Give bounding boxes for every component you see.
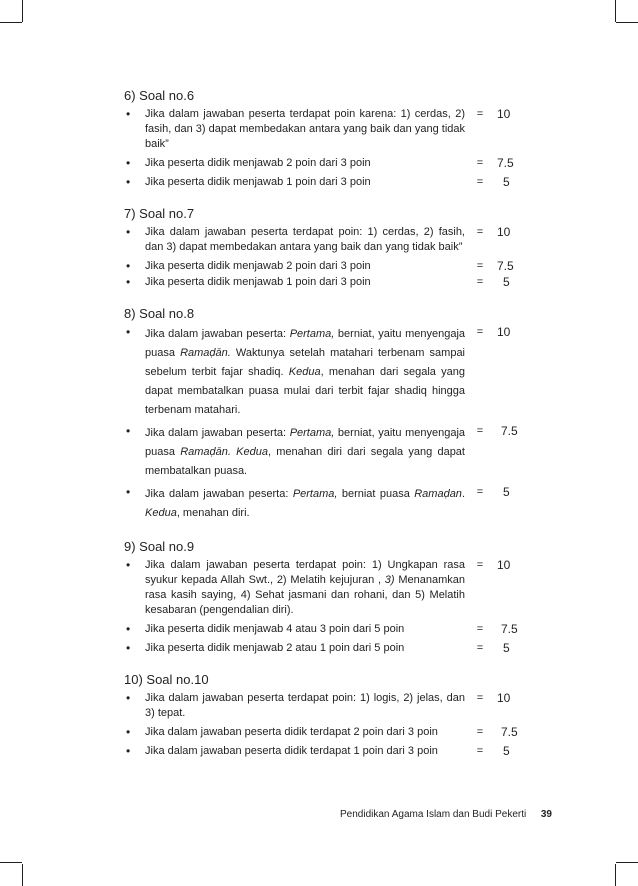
- list-item: [124, 641, 534, 656]
- score-value: 7.5: [497, 259, 514, 273]
- score-value: 7.5: [497, 156, 514, 170]
- crop-mark: [0, 22, 22, 23]
- section-title: 9) Soal no.9: [124, 539, 195, 554]
- criterion-text: Jika dalam jawaban peserta terdapat poin: 1) logis, 2) jelas, dan 3) tepat.: [145, 692, 465, 719]
- list-item: [124, 225, 534, 255]
- bullet-icon: •: [126, 485, 131, 499]
- scoring-rubric: [124, 88, 534, 775]
- criterion-text: [145, 485, 465, 523]
- score-value: 7.5: [501, 424, 518, 438]
- italic-term: Ramaḍān.: [180, 347, 231, 359]
- criterion-text: Jika peserta didik menjawab 1 poin dari 3 poin: [145, 276, 371, 288]
- list-item: [124, 744, 534, 759]
- bullet-icon: •: [126, 641, 131, 655]
- score-value: 7.5: [501, 622, 518, 636]
- equals-sign: =: [476, 642, 484, 654]
- criterion-text: [145, 325, 465, 420]
- bullet-icon: •: [126, 744, 131, 758]
- criterion-text: Jika peserta didik menjawab 1 poin dari 3 poin: [145, 176, 371, 188]
- section-title: 6) Soal no.6: [124, 88, 195, 103]
- italic-term: Ramaḍān. Kedua: [180, 446, 268, 458]
- bullet-icon: •: [126, 725, 131, 739]
- text-run: .: [461, 488, 465, 500]
- crop-mark: [615, 0, 616, 22]
- text-run: Jika dalam jawaban peserta:: [145, 427, 290, 439]
- score-value: 10: [497, 107, 511, 121]
- criterion-text: [145, 558, 465, 618]
- crop-mark: [616, 22, 638, 23]
- criterion-text: Jika peserta didik menjawab 2 poin dari 3 poin: [145, 260, 371, 272]
- equals-sign: =: [476, 486, 484, 498]
- score-value: 10: [497, 691, 511, 705]
- italic-term: Kedua: [145, 507, 177, 519]
- text-run: , menahan diri dari segala yang dapat membatalkan puasa.: [145, 446, 465, 477]
- bullet-icon: •: [126, 156, 131, 170]
- list-item: [124, 622, 534, 637]
- list-item: [124, 275, 534, 290]
- score-value: 10: [497, 225, 511, 239]
- text-run: berniat puasa: [337, 488, 415, 500]
- section-title: 10) Soal no.10: [124, 672, 209, 687]
- list-item: [124, 424, 534, 481]
- crop-mark: [615, 864, 616, 886]
- equals-sign: =: [476, 260, 484, 272]
- bullet-icon: •: [126, 175, 131, 189]
- equals-sign: =: [476, 692, 484, 704]
- equals-sign: =: [476, 226, 484, 238]
- section-soal-10: [124, 672, 534, 759]
- score-value: 5: [503, 641, 510, 655]
- bullet-icon: •: [126, 558, 131, 572]
- score-value: 5: [503, 485, 510, 499]
- crop-mark: [22, 864, 23, 886]
- equals-sign: =: [476, 745, 484, 757]
- list-item: [124, 725, 534, 740]
- section-soal-6: [124, 88, 534, 190]
- section-title: 7) Soal no.7: [124, 206, 195, 221]
- text-run: Menanamkan rasa kasih saying, 4) Sehat jasmani dan rohani, dan 5) Melatih kesabaran (pengendalian diri).: [145, 574, 465, 616]
- equals-sign: =: [476, 157, 484, 169]
- equals-sign: =: [476, 326, 484, 338]
- equals-sign: =: [476, 176, 484, 188]
- bullet-icon: •: [126, 259, 131, 273]
- text-run: berniat, yaitu menyengaja puasa: [145, 427, 466, 458]
- criterion-text: Jika peserta didik menjawab 4 atau 3 poin dari 5 poin: [145, 623, 405, 635]
- bullet-icon: •: [126, 107, 131, 121]
- bullet-icon: •: [126, 424, 131, 438]
- section-soal-8: [124, 306, 534, 523]
- text-run: , menahan diri.: [176, 507, 250, 519]
- section-title: 8) Soal no.8: [124, 306, 195, 321]
- score-value: 5: [503, 744, 510, 758]
- equals-sign: =: [476, 276, 484, 288]
- bullet-icon: •: [126, 325, 131, 339]
- criterion-text: [145, 424, 465, 481]
- criterion-text: Jika peserta didik menjawab 2 atau 1 poin dari 5 poin: [145, 642, 405, 654]
- italic-term: Pertama,: [292, 488, 338, 500]
- text-run: , menahan dari segala yang dapat membatalkan puasa mulai dari terbit fajar shadiq hingga terbenam matahari.: [145, 366, 465, 416]
- page-number: 39: [540, 809, 552, 820]
- criterion-text: Jika dalam jawaban peserta didik terdapat 2 poin dari 3 poin: [145, 726, 438, 738]
- italic-term: 3): [384, 574, 395, 586]
- criterion-text: Jika dalam jawaban peserta terdapat poin karena: 1) cerdas, 2) fasih, dan 3) dapat membedakan antara yang baik dan yang tidak baik”: [145, 108, 465, 150]
- text-run: Jika dalam jawaban peserta:: [145, 488, 293, 500]
- italic-term: Kedua: [288, 366, 321, 378]
- section-soal-9: [124, 539, 534, 656]
- list-item: [124, 259, 534, 274]
- crop-mark: [0, 862, 22, 863]
- score-value: 7.5: [501, 725, 518, 739]
- bullet-icon: •: [126, 225, 131, 239]
- equals-sign: =: [476, 108, 484, 120]
- section-soal-7: [124, 206, 534, 290]
- crop-mark: [616, 862, 638, 863]
- italic-term: Ramaḍan: [414, 488, 462, 500]
- equals-sign: =: [476, 623, 484, 635]
- italic-term: Pertama,: [289, 328, 335, 340]
- score-value: 5: [503, 275, 510, 289]
- list-item: [124, 558, 534, 618]
- italic-term: Pertama,: [289, 427, 335, 439]
- equals-sign: =: [476, 425, 484, 437]
- list-item: [124, 156, 534, 171]
- score-value: 5: [503, 175, 510, 189]
- score-value: 10: [497, 325, 511, 339]
- bullet-icon: •: [126, 275, 131, 289]
- text-run: Waktunya setelah matahari terbenam sampai sebelum terbit fajar shadiq.: [145, 347, 466, 378]
- criterion-text: Jika peserta didik menjawab 2 poin dari 3 poin: [145, 157, 371, 169]
- criterion-text: Jika dalam jawaban peserta terdapat poin: 1) cerdas, 2) fasih, dan 3) dapat membedakan antara yang baik dan yang tidak baik”: [145, 226, 465, 253]
- list-item: [124, 175, 534, 190]
- text-run: berniat, yaitu menyengaja puasa: [145, 328, 466, 359]
- crop-mark: [22, 0, 23, 22]
- bullet-icon: •: [126, 622, 131, 636]
- criterion-text: Jika dalam jawaban peserta didik terdapat 1 poin dari 3 poin: [145, 745, 438, 757]
- equals-sign: =: [476, 726, 484, 738]
- text-run: Jika dalam jawaban peserta terdapat poin: 1) Ungkapan rasa syukur kepada Allah Swt., 2) Melatih kejujuran ,: [145, 559, 465, 586]
- list-item: [124, 107, 534, 152]
- list-item: [124, 691, 534, 721]
- text-run: Jika dalam jawaban peserta:: [145, 328, 290, 340]
- list-item: [124, 485, 534, 523]
- equals-sign: =: [476, 559, 484, 571]
- score-value: 10: [497, 558, 511, 572]
- bullet-icon: •: [126, 691, 131, 705]
- list-item: [124, 325, 534, 420]
- footer-book-title: Pendidikan Agama Islam dan Budi Pekerti: [340, 809, 527, 820]
